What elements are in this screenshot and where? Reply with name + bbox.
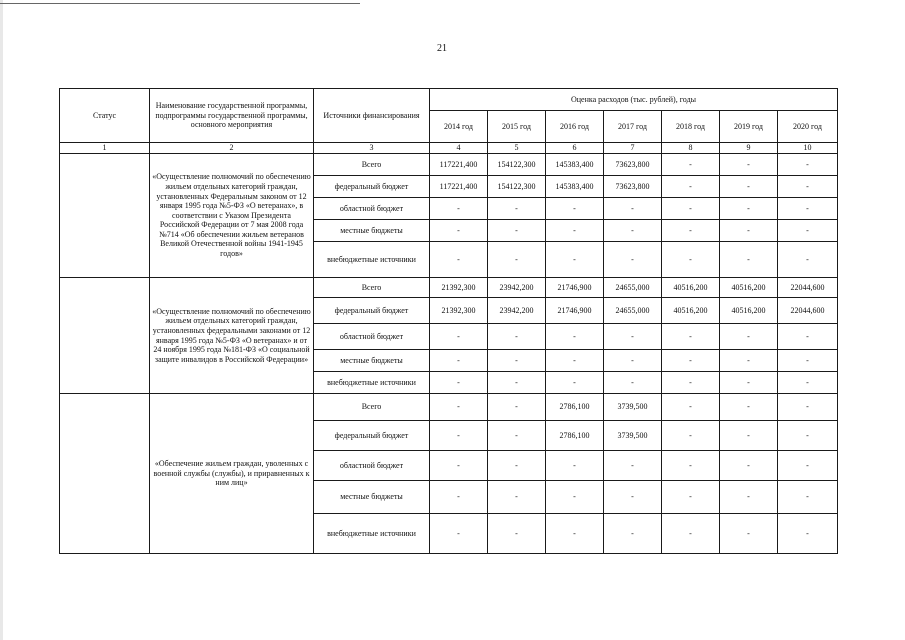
funding-source-cell: Всего — [314, 394, 430, 421]
expense-value-cell: - — [546, 324, 604, 350]
expense-value-cell: - — [488, 514, 546, 554]
column-number: 3 — [314, 143, 430, 154]
expense-value-cell: 21746,900 — [546, 298, 604, 324]
funding-source-cell: федеральный бюджет — [314, 421, 430, 451]
expense-value-cell: - — [662, 220, 720, 242]
header-year: 2016 год — [546, 111, 604, 143]
expense-value-cell: 3739,500 — [604, 394, 662, 421]
expense-value-cell: 145383,400 — [546, 154, 604, 176]
expense-value-cell: - — [662, 421, 720, 451]
expense-value-cell: - — [778, 154, 838, 176]
status-cell — [60, 154, 150, 278]
header-name: Наименование государственной программы, подпрограммы государственной программы, основного мероприятия — [150, 89, 314, 143]
expense-value-cell: 21392,300 — [430, 298, 488, 324]
table-row — [60, 394, 838, 421]
expense-value-cell: 117221,400 — [430, 154, 488, 176]
expense-value-cell: - — [488, 481, 546, 514]
expense-value-cell: - — [720, 242, 778, 278]
funding-source-cell: местные бюджеты — [314, 481, 430, 514]
expense-value-cell: - — [546, 372, 604, 394]
header-year: 2020 год — [778, 111, 838, 143]
expense-value-cell: - — [662, 176, 720, 198]
expense-value-cell: - — [662, 242, 720, 278]
expense-value-cell: - — [720, 481, 778, 514]
expense-value-cell: - — [546, 350, 604, 372]
program-name-cell: «Обеспечение жильем граждан, уволенных с военной службы (службы), и приравненных к ним лиц» — [150, 394, 314, 554]
header-status: Статус — [60, 89, 150, 143]
expense-value-cell: - — [778, 350, 838, 372]
expense-value-cell: - — [720, 198, 778, 220]
expense-value-cell: - — [720, 421, 778, 451]
column-number: 2 — [150, 143, 314, 154]
expense-value-cell: - — [604, 350, 662, 372]
expense-value-cell: - — [778, 421, 838, 451]
expense-value-cell: - — [604, 514, 662, 554]
scan-edge-shadow — [0, 0, 3, 640]
header-year: 2014 год — [430, 111, 488, 143]
expense-value-cell: - — [720, 451, 778, 481]
expense-value-cell: - — [430, 324, 488, 350]
status-cell — [60, 278, 150, 394]
column-number-row — [60, 143, 838, 154]
expense-value-cell: - — [778, 514, 838, 554]
expense-value-cell: - — [720, 394, 778, 421]
expense-value-cell: - — [546, 481, 604, 514]
expense-value-cell: - — [488, 421, 546, 451]
funding-source-cell: внебюджетные источники — [314, 514, 430, 554]
expense-value-cell: 24655,000 — [604, 298, 662, 324]
expense-value-cell: - — [662, 481, 720, 514]
column-number: 1 — [60, 143, 150, 154]
expense-value-cell: 40516,200 — [720, 278, 778, 298]
funding-source-cell: Всего — [314, 278, 430, 298]
expense-value-cell: 2786,100 — [546, 421, 604, 451]
header-year: 2018 год — [662, 111, 720, 143]
expense-value-cell: - — [488, 451, 546, 481]
expense-value-cell: - — [662, 514, 720, 554]
expense-value-cell: - — [430, 220, 488, 242]
expense-value-cell: - — [778, 176, 838, 198]
expense-value-cell: 21392,300 — [430, 278, 488, 298]
expense-value-cell: - — [778, 324, 838, 350]
expense-value-cell: 154122,300 — [488, 154, 546, 176]
column-number: 5 — [488, 143, 546, 154]
expense-value-cell: - — [778, 481, 838, 514]
header-year: 2015 год — [488, 111, 546, 143]
funding-source-cell: областной бюджет — [314, 451, 430, 481]
expense-value-cell: - — [488, 242, 546, 278]
expense-value-cell: 22044,600 — [778, 278, 838, 298]
expense-value-cell: - — [604, 372, 662, 394]
table-body — [60, 154, 838, 554]
funding-source-cell: Всего — [314, 154, 430, 176]
expense-value-cell: 117221,400 — [430, 176, 488, 198]
status-cell — [60, 394, 150, 554]
expense-value-cell: - — [430, 481, 488, 514]
expense-value-cell: - — [604, 220, 662, 242]
expense-value-cell: - — [546, 514, 604, 554]
expense-value-cell: - — [430, 394, 488, 421]
expense-value-cell: 2786,100 — [546, 394, 604, 421]
expense-value-cell: - — [488, 324, 546, 350]
expense-value-cell: 73623,800 — [604, 176, 662, 198]
expense-value-cell: - — [430, 198, 488, 220]
expense-value-cell: - — [488, 198, 546, 220]
expense-value-cell: 23942,200 — [488, 278, 546, 298]
expense-value-cell: - — [778, 372, 838, 394]
expense-value-cell: - — [720, 372, 778, 394]
funding-source-cell: областной бюджет — [314, 198, 430, 220]
expense-value-cell: 40516,200 — [662, 298, 720, 324]
expense-value-cell: - — [488, 350, 546, 372]
column-number: 4 — [430, 143, 488, 154]
program-name-cell: «Осуществление полномочий по обеспечению жильем отдельных категорий граждан, установленных Федеральным законом от 12 января 1995 года №5-ФЗ «О ветеранах», в соответствии с Указом Президента Российской Федерации от 7 мая 2008 года №714 «Об обеспечении жильем ветеранов Великой Отечественной войны 1941-1945 годов» — [150, 154, 314, 278]
expense-value-cell: - — [604, 324, 662, 350]
expense-value-cell: - — [546, 451, 604, 481]
header-source: Источники финансирования — [314, 89, 430, 143]
expense-value-cell: - — [720, 514, 778, 554]
page-number: 21 — [437, 43, 447, 54]
expense-value-cell: - — [778, 242, 838, 278]
funding-source-cell: федеральный бюджет — [314, 298, 430, 324]
expense-value-cell: - — [604, 242, 662, 278]
expense-value-cell: 24655,000 — [604, 278, 662, 298]
expense-value-cell: 73623,800 — [604, 154, 662, 176]
expense-value-cell: 22044,600 — [778, 298, 838, 324]
column-number: 8 — [662, 143, 720, 154]
expense-value-cell: 23942,200 — [488, 298, 546, 324]
header-year: 2017 год — [604, 111, 662, 143]
expense-value-cell: - — [430, 421, 488, 451]
expense-value-cell: - — [430, 451, 488, 481]
funding-source-cell: местные бюджеты — [314, 220, 430, 242]
expense-value-cell: - — [720, 324, 778, 350]
expense-value-cell: - — [430, 372, 488, 394]
expense-value-cell: - — [662, 324, 720, 350]
expense-value-cell: - — [430, 350, 488, 372]
expense-value-cell: - — [604, 451, 662, 481]
expense-value-cell: 145383,400 — [546, 176, 604, 198]
top-rule — [0, 3, 360, 4]
expense-value-cell: - — [778, 198, 838, 220]
expense-value-cell: - — [720, 350, 778, 372]
expense-value-cell: - — [778, 394, 838, 421]
expense-value-cell: - — [720, 176, 778, 198]
table-row — [60, 278, 838, 298]
expense-value-cell: - — [488, 220, 546, 242]
expense-value-cell: - — [662, 451, 720, 481]
expense-value-cell: - — [546, 220, 604, 242]
expense-value-cell: - — [488, 394, 546, 421]
expense-value-cell: - — [662, 154, 720, 176]
funding-source-cell: областной бюджет — [314, 324, 430, 350]
expense-value-cell: 21746,900 — [546, 278, 604, 298]
budget-table — [59, 88, 838, 554]
header-cost-title: Оценка расходов (тыс. рублей), годы — [430, 89, 838, 111]
column-number: 10 — [778, 143, 838, 154]
expense-value-cell: 3739,500 — [604, 421, 662, 451]
expense-value-cell: - — [662, 350, 720, 372]
expense-value-cell: - — [488, 372, 546, 394]
table-row — [60, 154, 838, 176]
funding-source-cell: местные бюджеты — [314, 350, 430, 372]
expense-value-cell: - — [546, 198, 604, 220]
expense-value-cell: 154122,300 — [488, 176, 546, 198]
expense-value-cell: - — [662, 198, 720, 220]
expense-value-cell: - — [604, 481, 662, 514]
expense-value-cell: - — [720, 154, 778, 176]
expense-value-cell: - — [778, 451, 838, 481]
expense-value-cell: 40516,200 — [720, 298, 778, 324]
funding-source-cell: внебюджетные источники — [314, 372, 430, 394]
column-number: 7 — [604, 143, 662, 154]
expense-value-cell: - — [778, 220, 838, 242]
column-number: 9 — [720, 143, 778, 154]
column-number: 6 — [546, 143, 604, 154]
funding-source-cell: федеральный бюджет — [314, 176, 430, 198]
funding-source-cell: внебюджетные источники — [314, 242, 430, 278]
header-year: 2019 год — [720, 111, 778, 143]
expense-value-cell: - — [546, 242, 604, 278]
expense-value-cell: - — [662, 372, 720, 394]
expense-value-cell: - — [430, 242, 488, 278]
expense-value-cell: - — [604, 198, 662, 220]
expense-value-cell: - — [720, 220, 778, 242]
expense-value-cell: - — [662, 394, 720, 421]
program-name-cell: «Осуществление полномочий по обеспечению жильем отдельных категорий граждан, установленных федеральными законами от 12 января 1995 года №5-ФЗ «О ветеранах» и от 24 ноября 1995 года №181-ФЗ «О социальной защите инвалидов в Российской Федерации» — [150, 278, 314, 394]
expense-value-cell: - — [430, 514, 488, 554]
expense-value-cell: 40516,200 — [662, 278, 720, 298]
